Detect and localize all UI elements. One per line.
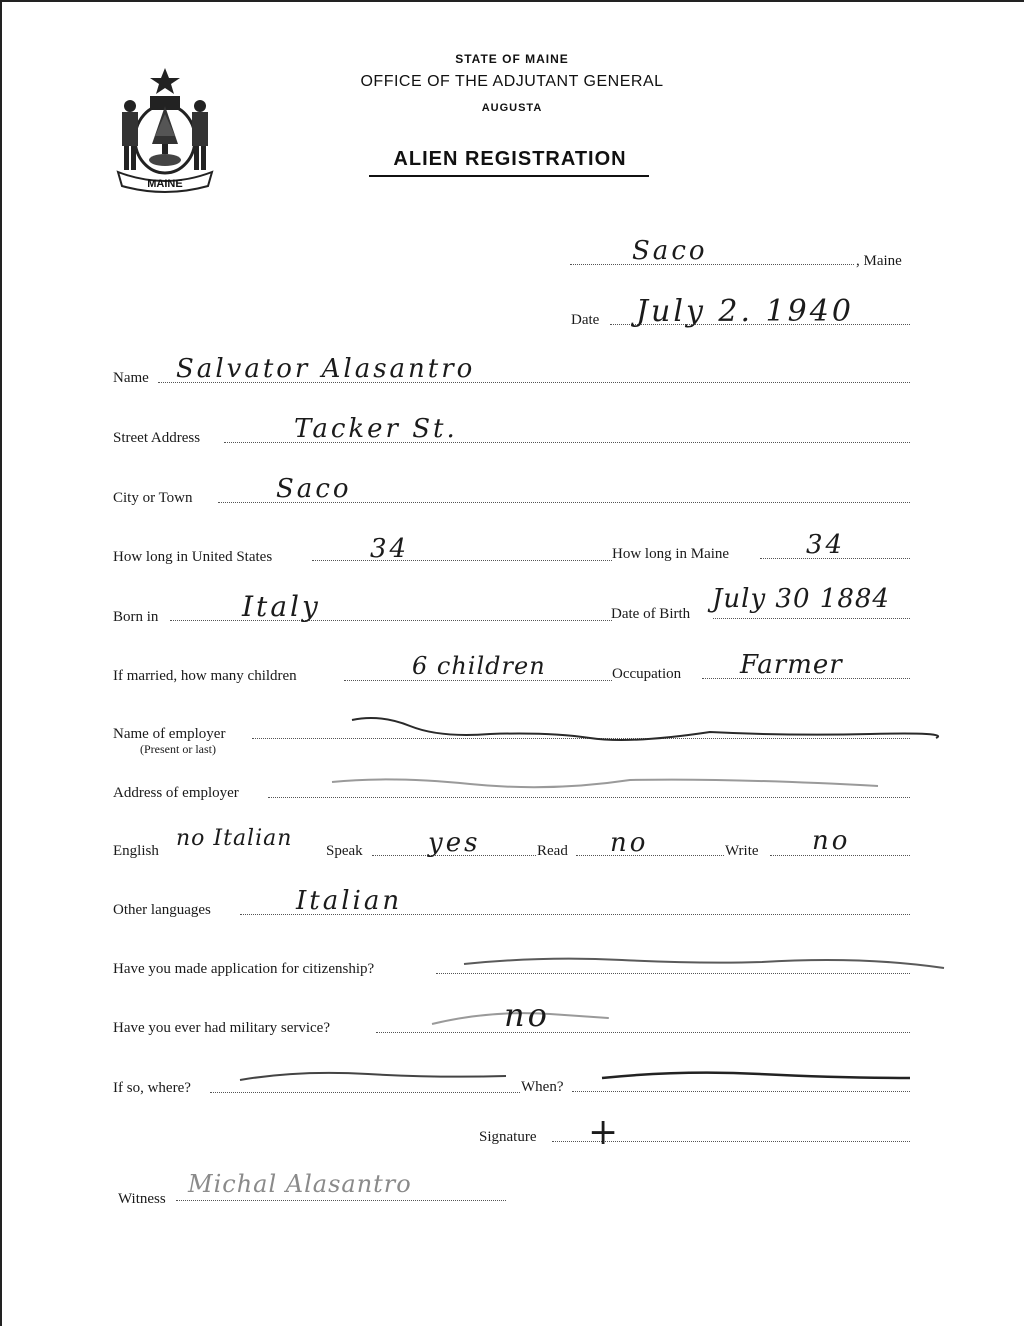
military-value[interactable]: no (504, 996, 550, 1034)
citizenship-blank-stroke (462, 952, 946, 976)
citizenship-label: Have you made application for citizenship? (113, 961, 375, 977)
street-value[interactable]: Tacker St. (294, 414, 458, 444)
employer-label: Name of employer (113, 726, 226, 742)
dob-line (713, 618, 910, 619)
us-label: How long in United States (113, 549, 273, 565)
town-value[interactable]: Saco (632, 236, 708, 266)
military-line (376, 1032, 910, 1033)
employer-sublabel: (Present or last) (140, 742, 216, 756)
read-line (576, 855, 724, 856)
office-heading: OFFICE OF THE ADJUTANT GENERAL (360, 73, 664, 90)
read-label: Read (537, 843, 568, 859)
children-line (344, 680, 612, 681)
street-label: Street Address (113, 430, 201, 446)
born-value[interactable]: Italy (242, 590, 321, 623)
where-blank-stroke (238, 1066, 508, 1086)
witness-line (176, 1200, 506, 1201)
employer-address-blank-stroke (330, 772, 880, 796)
where-label: If so, where? (113, 1080, 191, 1096)
where-line (210, 1092, 520, 1093)
signature-mark[interactable]: + (588, 1112, 622, 1153)
write-label: Write (725, 843, 759, 859)
dob-value[interactable]: July 30 1884 (712, 584, 890, 614)
name-label: Name (113, 370, 149, 386)
occupation-label: Occupation (612, 666, 682, 682)
military-label: Have you ever had military service? (113, 1020, 330, 1036)
town-line (570, 264, 854, 265)
other-languages-label: Other languages (113, 902, 211, 918)
speak-value[interactable]: yes (428, 828, 481, 858)
date-value[interactable]: July 2. 1940 (636, 294, 854, 329)
dob-label: Date of Birth (611, 606, 691, 622)
when-line (572, 1091, 910, 1092)
maine-label: How long in Maine (612, 546, 730, 562)
when-label: When? (521, 1079, 564, 1095)
when-blank-stroke (600, 1066, 912, 1086)
date-label: Date (571, 312, 600, 328)
city-value[interactable]: Saco (276, 474, 352, 504)
city-label: City or Town (113, 490, 193, 506)
employer-address-line (268, 797, 910, 798)
form-title: ALIEN REGISTRATION (393, 148, 627, 170)
us-value[interactable]: 34 (370, 534, 410, 564)
born-label: Born in (113, 609, 159, 625)
children-label: If married, how many children (113, 668, 297, 684)
city-heading: AUGUSTA (481, 102, 543, 114)
witness-value[interactable]: Michal Alasantro (188, 1170, 412, 1198)
children-value[interactable]: 6 children (412, 652, 546, 680)
name-value[interactable]: Salvator Alasantro (176, 354, 476, 384)
witness-label: Witness (118, 1191, 166, 1207)
us-line (312, 560, 612, 561)
seal-banner-text: MAINE (147, 178, 183, 190)
born-line (170, 620, 612, 621)
english-value[interactable]: no Italian (176, 826, 293, 851)
title-underline (369, 175, 649, 177)
signature-label: Signature (479, 1129, 537, 1145)
employer-blank-stroke (350, 712, 940, 746)
town-suffix: , Maine (856, 253, 902, 269)
read-value[interactable]: no (610, 828, 649, 858)
write-value[interactable]: no (812, 826, 851, 856)
occupation-value[interactable]: Farmer (740, 650, 843, 680)
employer-address-label: Address of employer (113, 785, 239, 801)
maine-value[interactable]: 34 (806, 530, 846, 560)
other-languages-value[interactable]: Italian (296, 886, 403, 916)
english-label: English (113, 843, 159, 859)
speak-label: Speak (326, 843, 363, 859)
state-heading: STATE OF MAINE (455, 52, 569, 66)
